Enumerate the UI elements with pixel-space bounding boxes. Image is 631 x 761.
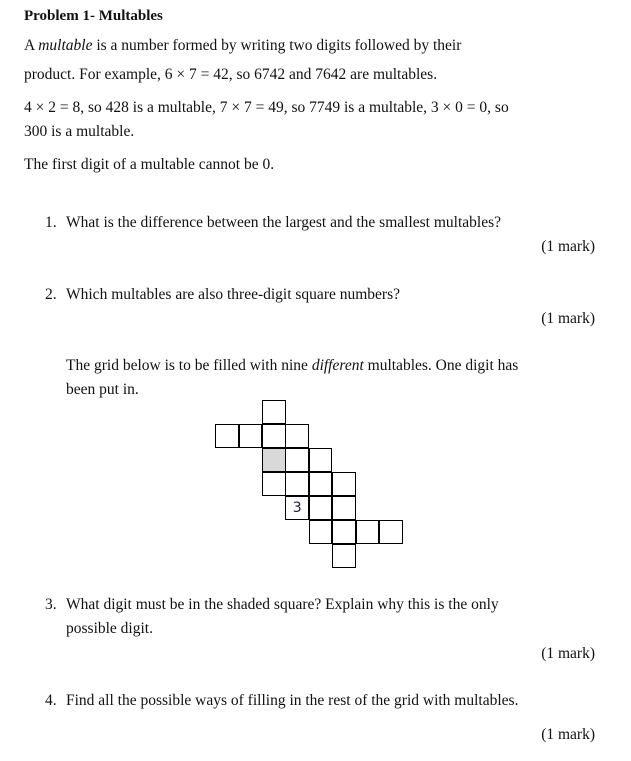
question-2-text: Which multables are also three-digit square numbers? bbox=[66, 286, 400, 303]
question-3-number: 3. bbox=[45, 596, 57, 613]
grid-cell[interactable] bbox=[309, 496, 333, 520]
grid-cell[interactable] bbox=[309, 448, 333, 472]
question-1-text: What is the difference between the largest and the smallest multables? bbox=[66, 214, 501, 231]
multable-term: multable bbox=[38, 37, 93, 54]
grid-intro-line-2: been put in. bbox=[66, 381, 139, 398]
grid-cell[interactable] bbox=[309, 520, 333, 544]
grid-cell[interactable] bbox=[332, 496, 356, 520]
grid-cell[interactable] bbox=[379, 520, 403, 544]
intro-line-1-pre: A bbox=[24, 37, 39, 54]
intro-line-1-post: is a number formed by writing two digits followed by their bbox=[92, 37, 462, 54]
intro-line-3: 4 × 2 = 8, so 428 is a multable, 7 × 7 = 49, so 7749 is a multable, 3 × 0 = 0, so bbox=[24, 99, 509, 116]
question-3-text-line-2: possible digit. bbox=[66, 620, 153, 637]
question-4-number: 4. bbox=[45, 692, 57, 709]
grid-intro-pre: The grid below is to be filled with nine bbox=[66, 357, 312, 374]
grid-cell-given: 3 bbox=[285, 496, 309, 520]
grid-cell[interactable] bbox=[262, 472, 286, 496]
intro-line-2: product. For example, 6 × 7 = 42, so 6742 and 7642 are multables. bbox=[24, 66, 438, 83]
question-4-text: Find all the possible ways of filling in the rest of the grid with multables. bbox=[66, 692, 519, 709]
intro-line-5: The first digit of a multable cannot be 0. bbox=[24, 156, 275, 173]
grid-cell[interactable] bbox=[332, 544, 356, 568]
grid-cell[interactable] bbox=[332, 520, 356, 544]
grid-intro-line-1 bbox=[66, 357, 518, 375]
intro-line-4: 300 is a multable. bbox=[24, 123, 135, 140]
question-4-mark: (1 mark) bbox=[541, 726, 595, 743]
grid-cell[interactable] bbox=[262, 400, 286, 424]
grid-cell[interactable] bbox=[262, 424, 286, 448]
grid-cell[interactable] bbox=[309, 472, 333, 496]
intro-line-1 bbox=[24, 37, 461, 55]
question-1-mark: (1 mark) bbox=[541, 238, 595, 255]
question-2-number: 2. bbox=[45, 286, 57, 303]
grid-cell[interactable] bbox=[285, 448, 309, 472]
grid-intro-post: multables. One digit has bbox=[363, 357, 519, 374]
grid-cell-shaded[interactable] bbox=[262, 448, 286, 472]
problem-title: Problem 1- Multables bbox=[24, 8, 163, 24]
grid-cell[interactable] bbox=[356, 520, 380, 544]
grid-cell[interactable] bbox=[285, 424, 309, 448]
question-1-number: 1. bbox=[45, 214, 57, 231]
question-2-mark: (1 mark) bbox=[541, 310, 595, 327]
different-term: different bbox=[311, 357, 364, 374]
grid-cell[interactable] bbox=[332, 472, 356, 496]
question-3-text-line-1: What digit must be in the shaded square? Explain why this is the only bbox=[66, 596, 499, 613]
grid-cell[interactable] bbox=[215, 424, 239, 448]
grid-cell[interactable] bbox=[285, 472, 309, 496]
question-3-mark: (1 mark) bbox=[541, 645, 595, 662]
grid-cell[interactable] bbox=[239, 424, 263, 448]
